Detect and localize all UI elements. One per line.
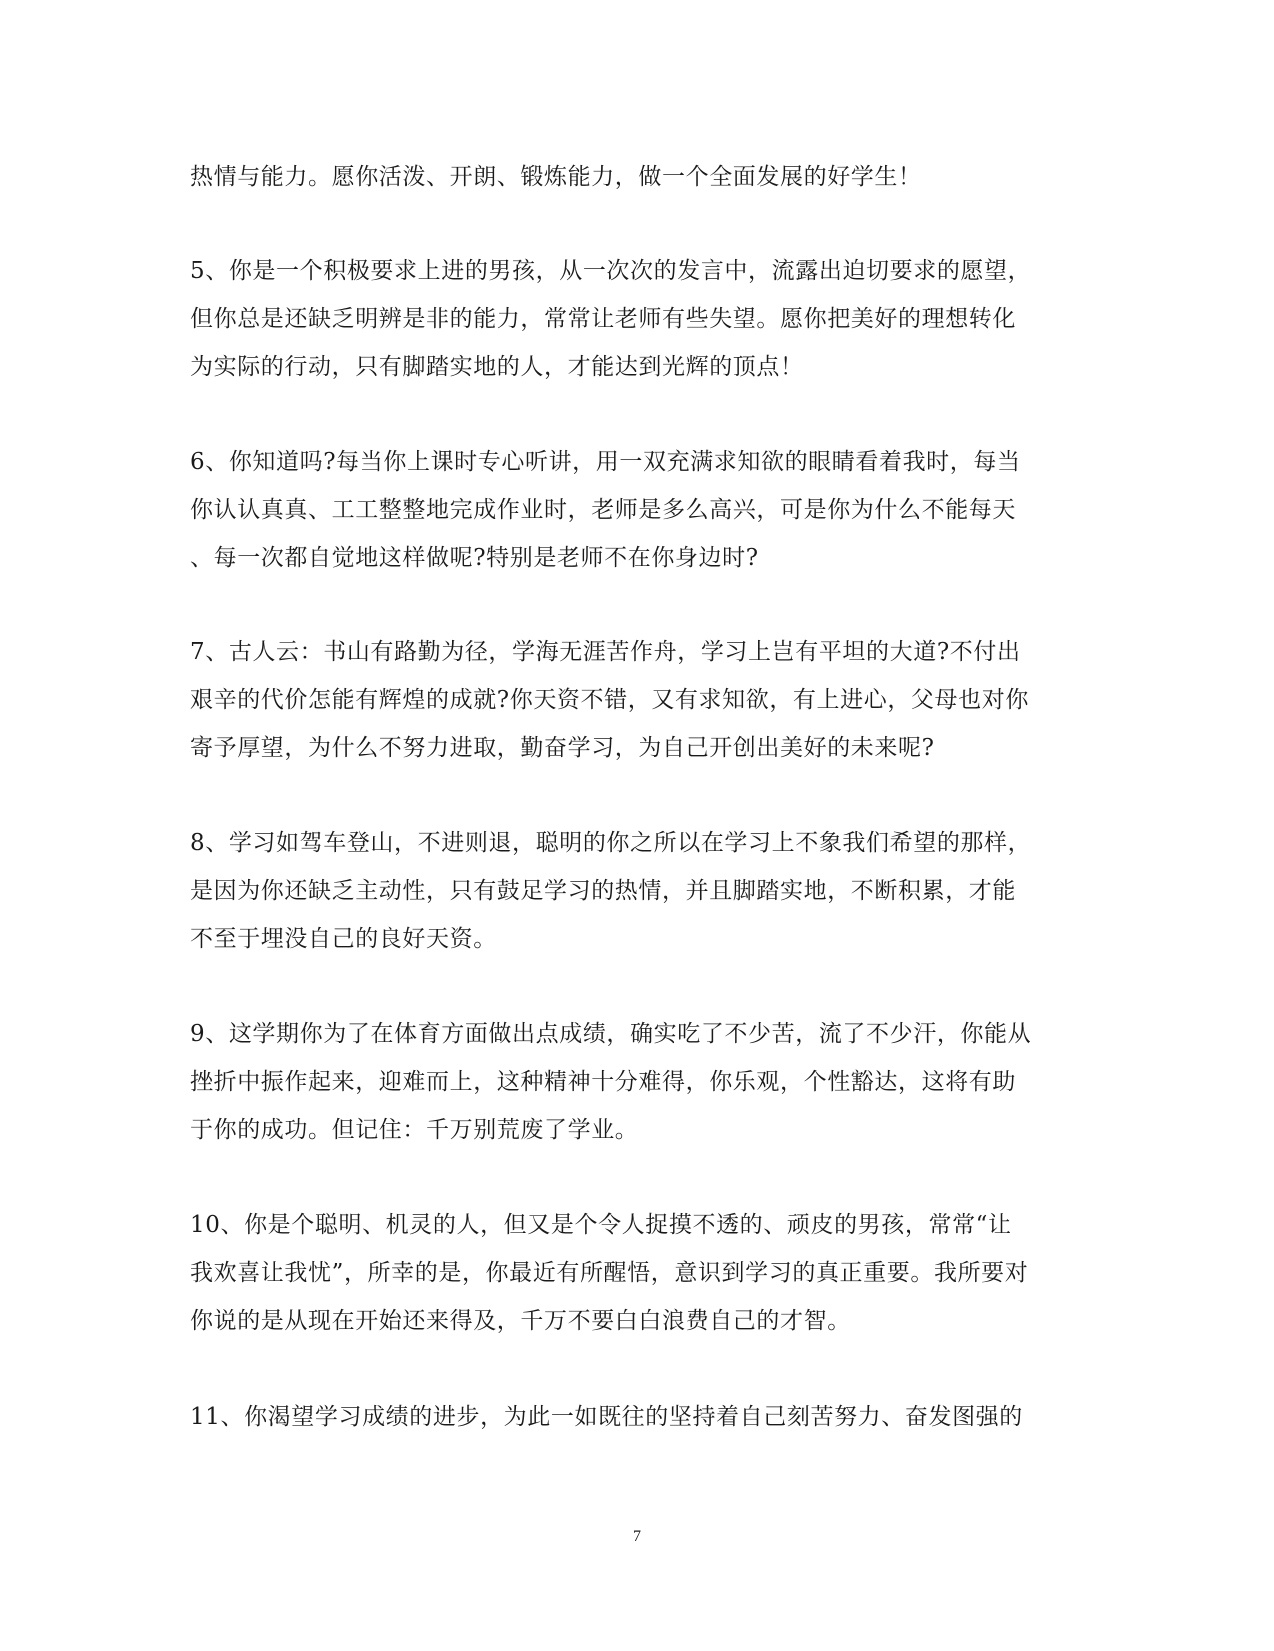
paragraph-line: 、每一次都自觉地这样做呢?特别是老师不在你身边时? <box>190 545 759 571</box>
paragraph-line: 是因为你还缺乏主动性，只有鼓足学习的热情，并且脚踏实地，不断积累，才能 <box>190 878 1016 904</box>
paragraph-line: 9、这学期你为了在体育方面做出点成绩，确实吃了不少苦，流了不少汗，你能从 <box>190 1021 1032 1047</box>
paragraph-line: 我欢喜让我忧”，所幸的是，你最近有所醒悟，意识到学习的真正重要。我所要对 <box>190 1260 1029 1286</box>
paragraph-line: 艰辛的代价怎能有辉煌的成就?你天资不错，又有求知欲，有上进心，父母也对你 <box>190 687 1029 713</box>
page-number: 7 <box>633 1528 641 1545</box>
paragraph-line: 于你的成功。但记住：千万别荒废了学业。 <box>190 1117 639 1143</box>
paragraph-line: 为实际的行动，只有脚踏实地的人，才能达到光辉的顶点！ <box>190 354 804 380</box>
paragraph-line: 你说的是从现在开始还来得及，千万不要白白浪费自己的才智。 <box>190 1308 851 1334</box>
paragraph-line: 5、你是一个积极要求上进的男孩，从一次次的发言中，流露出迫切要求的愿望， <box>190 258 1032 284</box>
paragraph-line: 你认认真真、工工整整地完成作业时，老师是多么高兴，可是你为什么不能每天 <box>190 497 1016 523</box>
paragraph-line: 不至于埋没自己的良好天资。 <box>190 926 497 952</box>
paragraph-line: 寄予厚望，为什么不努力进取，勤奋学习，为自己开创出美好的未来呢? <box>190 735 935 761</box>
paragraph-line: 7、古人云：书山有路勤为径，学海无涯苦作舟，学习上岂有平坦的大道?不付出 <box>190 639 1021 665</box>
paragraph-line: 8、学习如驾车登山，不进则退，聪明的你之所以在学习上不象我们希望的那样， <box>190 830 1032 856</box>
paragraph-line: 热情与能力。愿你活泼、开朗、锻炼能力，做一个全面发展的好学生！ <box>190 164 922 190</box>
paragraph-line: 11、你渴望学习成绩的进步，为此一如既往的坚持着自己刻苦努力、奋发图强的 <box>190 1404 1023 1430</box>
paragraph-line: 6、你知道吗?每当你上课时专心听讲，用一双充满求知欲的眼睛看着我时，每当 <box>190 449 1021 475</box>
paragraph-line: 挫折中振作起来，迎难而上，这种精神十分难得，你乐观，个性豁达，这将有助 <box>190 1069 1016 1095</box>
paragraph-line: 10、你是个聪明、机灵的人，但又是个令人捉摸不透的、顽皮的男孩，常常“让 <box>190 1212 1012 1238</box>
paragraph-line: 但你总是还缺乏明辨是非的能力，常常让老师有些失望。愿你把美好的理想转化 <box>190 306 1016 332</box>
